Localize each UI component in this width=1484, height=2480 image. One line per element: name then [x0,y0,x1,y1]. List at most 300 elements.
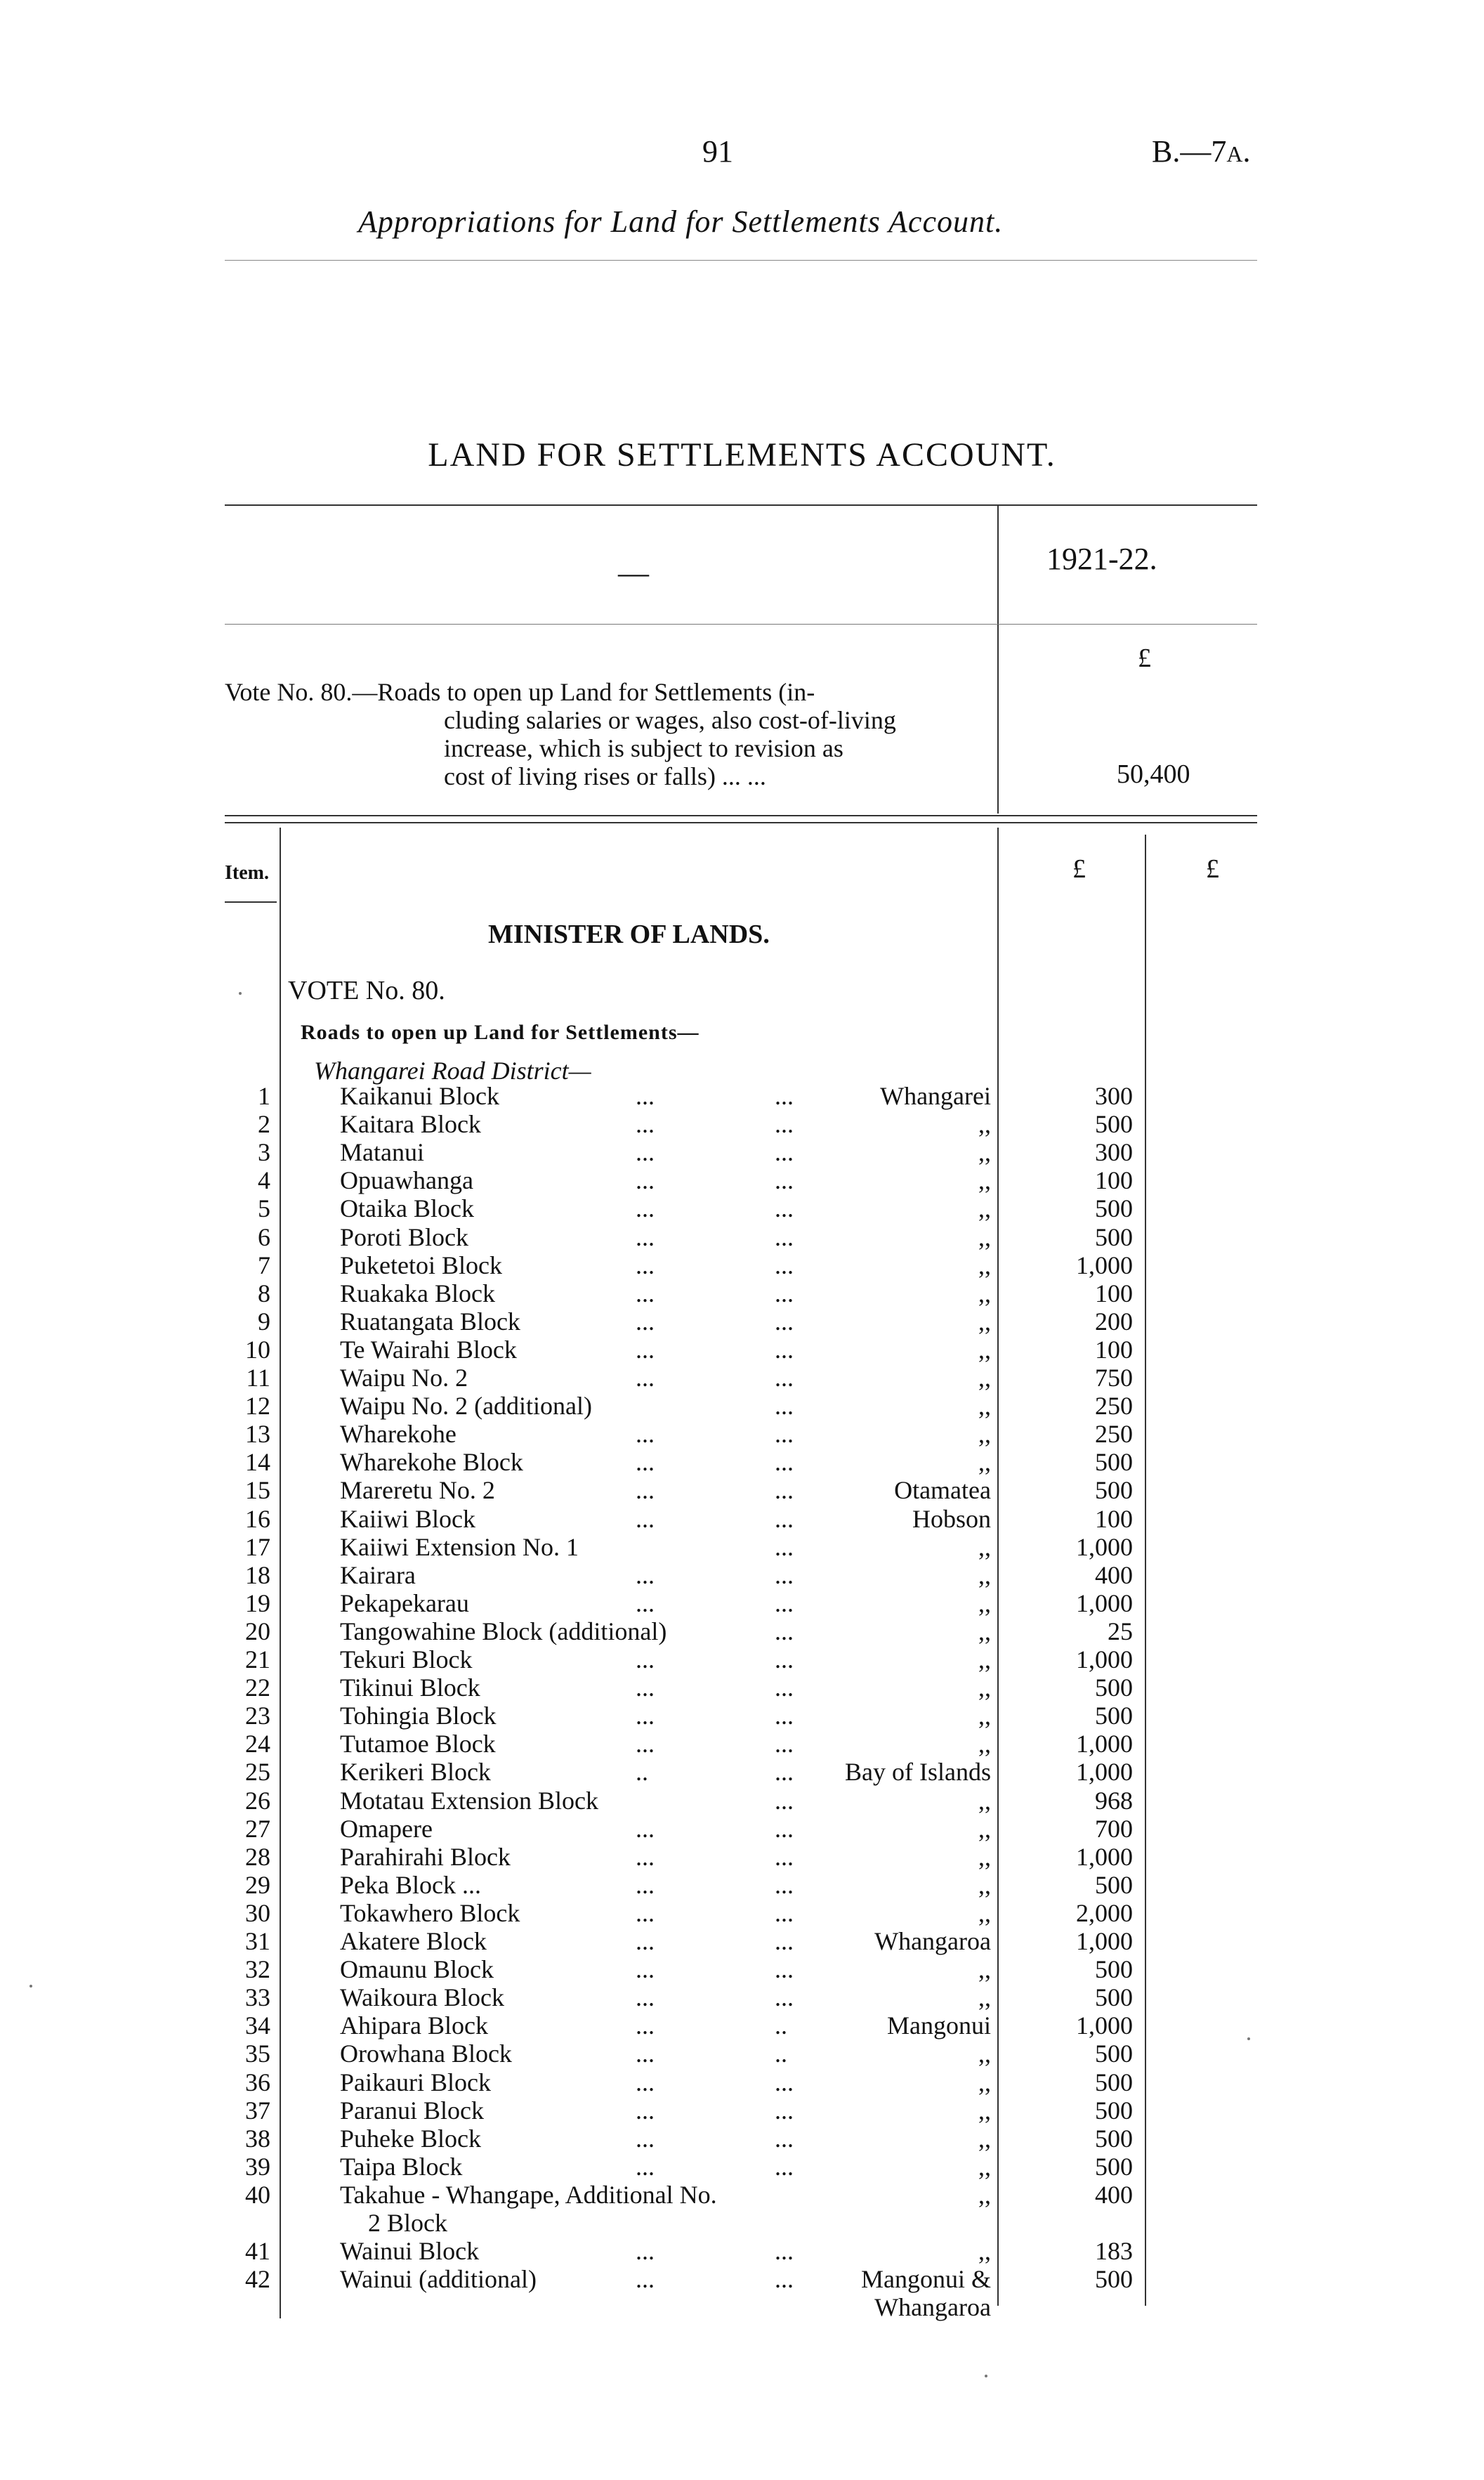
leader-dots: ... [775,1898,794,1927]
amount-value: 500 [1095,1476,1133,1505]
county-name: Mangonui & [861,2265,991,2294]
item-number: 34 [245,2011,270,2040]
item-number: 20 [245,1617,270,1645]
item-number: 22 [245,1673,270,1702]
amount-value: 1,000 [1076,1758,1133,1787]
table-row [0,2096,1484,2125]
table-row [0,1392,1484,1420]
county-name: ,, [978,1420,991,1449]
scan-speck [1247,2037,1250,2040]
amount-value: 968 [1095,1786,1133,1815]
leader-dots: ... [636,1814,655,1843]
leader-dots: ... [636,1166,655,1195]
amount-value: 400 [1095,1560,1133,1589]
block-name: Kerikeri Block [340,1758,491,1787]
leader-dots: ... [775,1786,794,1815]
block-name: Parahirahi Block [340,1842,511,1871]
county-name: ,, [978,1702,991,1730]
item-number: 37 [245,2096,270,2125]
leader-dots: .. [636,1758,648,1787]
block-name: Akatere Block [340,1927,487,1955]
block-name: Peka Block ... [340,1870,481,1899]
leader-dots: ... [775,1476,794,1505]
leader-dots: ... [636,2068,655,2096]
leader-dots: ... [775,1560,794,1589]
amount-value: 100 [1095,1335,1133,1364]
county-name: ,, [978,1138,991,1167]
vote-description-line: increase, which is subject to revision as [444,734,843,762]
leader-dots: ... [636,1251,655,1279]
amount-value: 500 [1095,1194,1133,1223]
block-name: Puheke Block [340,2124,481,2153]
table-row [0,1927,1484,1955]
county-name: ,, [978,1617,991,1645]
county-name: ,, [978,2124,991,2153]
item-number: 1 [258,1082,270,1110]
county-name: ,, [978,1588,991,1617]
block-name: Wainui Block [340,2237,480,2266]
block-name-continued: 2 Block [368,2208,447,2237]
leader-dots: ... [636,1898,655,1927]
leader-dots: ... [636,2124,655,2153]
county-name-continued: Whangaroa [874,2293,991,2322]
block-name: Kaitara Block [340,1110,481,1139]
leader-dots: ... [636,1138,655,1167]
item-number: 21 [245,1645,270,1673]
table-row [0,1899,1484,1927]
amount-value: 300 [1095,1138,1133,1167]
item-number: 25 [245,1758,270,1787]
leader-dots: ... [775,1279,794,1307]
amount-value: 25 [1108,1617,1133,1645]
block-name: Opuawhanga [340,1166,473,1195]
table-row [0,1673,1484,1702]
summary-top-rule [225,504,1257,506]
block-name: Ruakaka Block [340,1279,495,1307]
county-name: Mangonui [887,2011,991,2040]
leader-dots: ... [775,1532,794,1561]
table-row [0,1787,1484,1815]
block-name: Omapere [340,1814,433,1843]
county-name: ,, [978,1786,991,1815]
leader-dots: ... [775,1504,794,1533]
table-row [0,1307,1484,1336]
leader-dots: ... [775,1617,794,1645]
leader-dots: ... [775,1645,794,1673]
leader-dots: ... [775,1955,794,1984]
leader-dots: ... [636,1335,655,1364]
leader-dots: ... [636,1082,655,1110]
leader-dots: ... [775,1222,794,1251]
block-name: Takahue - Whangape, Additional No. [340,2180,717,2209]
leader-dots: ... [775,2124,794,2153]
item-number: 19 [245,1588,270,1617]
county-name: ,, [978,1673,991,1702]
leader-dots: ... [636,1307,655,1336]
block-name: Te Wairahi Block [340,1335,517,1364]
block-name: Paikauri Block [340,2068,491,2096]
table-row [0,1702,1484,1730]
table-row [0,1336,1484,1364]
block-name: Waipu No. 2 (additional) [340,1392,593,1421]
section-heading-minister: MINISTER OF LANDS. [488,920,770,949]
block-name: Tikinui Block [340,1673,480,1702]
table-row [0,1561,1484,1589]
item-number: 30 [245,1898,270,1927]
item-number: 18 [245,1560,270,1589]
item-number: 6 [258,1222,270,1251]
table-row [0,1279,1484,1307]
county-name: ,, [978,1532,991,1561]
leader-dots: ... [636,2152,655,2181]
table-row [0,2040,1484,2068]
table-row [0,2011,1484,2040]
item-number: 8 [258,1279,270,1307]
leader-dots: ... [636,1645,655,1673]
block-name: Pekapekarau [340,1588,469,1617]
item-number: 11 [246,1364,270,1392]
block-name: Taipa Block [340,2152,463,2181]
total-column-currency: £ [1206,854,1219,884]
leader-dots: ... [775,1870,794,1899]
leader-dots: ... [636,1955,655,1984]
item-number: 38 [245,2124,270,2153]
block-name: Ahipara Block [340,2011,488,2040]
leader-dots: ... [775,1364,794,1392]
county-name: ,, [978,1898,991,1927]
document-reference-suffix: A [1226,141,1243,167]
leader-dots: ... [636,1364,655,1392]
item-number: 16 [245,1504,270,1533]
leader-dots: ... [636,1673,655,1702]
leader-dots: ... [775,1082,794,1110]
item-number: 15 [245,1476,270,1505]
leader-dots: ... [775,2237,794,2266]
leader-dots: ... [775,1673,794,1702]
amount-column-currency: £ [1072,854,1086,884]
vote-description-line: cluding salaries or wages, also cost-of-living [444,706,896,734]
county-name: ,, [978,1307,991,1336]
scan-speck [29,1985,32,1988]
amount-value: 500 [1095,2068,1133,2096]
amount-value: 400 [1095,2180,1133,2209]
amount-value: 183 [1095,2237,1133,2266]
vote-description [225,678,997,790]
block-name: Wainui (additional) [340,2265,537,2294]
county-name: ,, [978,2152,991,2181]
block-name: Kairara [340,1560,416,1589]
table-row [0,1082,1484,1110]
document-reference-main: B.—7 [1152,134,1227,169]
table-row [0,1476,1484,1504]
leader-dots: ... [636,1279,655,1307]
leader-dots: ... [775,1420,794,1449]
amount-value: 200 [1095,1307,1133,1336]
table-row [0,1955,1484,1983]
leader-dots: .. [775,2011,787,2040]
vote-description-line: cost of living rises or falls) ... ... [444,762,766,790]
table-row [0,1364,1484,1392]
county-name: Hobson [912,1504,991,1533]
item-number: 42 [245,2265,270,2294]
block-name: Kaiiwi Block [340,1504,475,1533]
amount-value: 250 [1095,1392,1133,1421]
amount-value: 500 [1095,1222,1133,1251]
amount-value: 500 [1095,2040,1133,2068]
block-name: Kaiiwi Extension No. 1 [340,1532,579,1561]
table-row [0,1533,1484,1561]
item-number: 5 [258,1194,270,1223]
county-name: ,, [978,1392,991,1421]
table-row [0,1166,1484,1194]
amount-value: 1,000 [1076,1842,1133,1871]
leader-dots: ... [636,2265,655,2294]
item-number: 23 [245,1702,270,1730]
amount-value: 500 [1095,2265,1133,2294]
county-name: Otamatea [894,1476,991,1505]
county-name: ,, [978,1955,991,1984]
table-row [0,1617,1484,1645]
summary-bottom-rule-double [225,822,1257,823]
leader-dots: ... [636,2011,655,2040]
summary-head-dash: — [618,556,649,590]
block-name: Omaunu Block [340,1955,494,1984]
block-name: Motatau Extension Block [340,1786,598,1815]
leader-dots: ... [636,1702,655,1730]
amount-value: 100 [1095,1504,1133,1533]
table-row [0,2265,1484,2322]
table-row [0,1730,1484,1758]
amount-value: 2,000 [1076,1898,1133,1927]
table-row [0,1223,1484,1251]
block-name: Poroti Block [340,1222,469,1251]
leader-dots: ... [775,2152,794,2181]
header-rule [225,260,1257,261]
scan-speck [985,2375,987,2377]
amount-value: 700 [1095,1814,1133,1843]
leader-dots: ... [775,1110,794,1139]
county-name: ,, [978,1983,991,2012]
county-name: ,, [978,2237,991,2266]
amount-value: 500 [1095,1673,1133,1702]
item-number: 33 [245,1983,270,2012]
amount-value: 500 [1095,1702,1133,1730]
table-row [0,2153,1484,2181]
table-row [0,1645,1484,1673]
leader-dots: ... [636,1110,655,1139]
leader-dots: ... [636,1588,655,1617]
summary-head-rule [225,624,1257,625]
amount-value: 500 [1095,2124,1133,2153]
amount-value: 500 [1095,2096,1133,2125]
item-number: 39 [245,2152,270,2181]
leader-dots: ... [636,2096,655,2125]
table-row [0,1758,1484,1786]
table-row [0,1871,1484,1899]
leader-dots: ... [636,2237,655,2266]
county-name: ,, [978,1364,991,1392]
table-row [0,2237,1484,2265]
leader-dots: ... [775,1814,794,1843]
leader-dots: ... [636,1560,655,1589]
block-name: Otaika Block [340,1194,474,1223]
item-number: 10 [245,1335,270,1364]
county-name: ,, [978,1730,991,1758]
county-name: ,, [978,2040,991,2068]
item-number: 35 [245,2040,270,2068]
leader-dots: ... [775,1307,794,1336]
leader-dots: ... [775,1927,794,1955]
block-name: Tohingia Block [340,1702,497,1730]
item-number: 29 [245,1870,270,1899]
leader-dots: ... [775,1251,794,1279]
amount-value: 500 [1095,1110,1133,1139]
amount-value: 1,000 [1076,1532,1133,1561]
amount-value: 750 [1095,1364,1133,1392]
item-number: 2 [258,1110,270,1139]
leader-dots: ... [636,1730,655,1758]
table-row [0,1815,1484,1843]
amount-value: 1,000 [1076,1645,1133,1673]
item-number: 40 [245,2180,270,2209]
table-row [0,1589,1484,1617]
county-name: ,, [978,2096,991,2125]
item-number: 13 [245,1420,270,1449]
county-name: ,, [978,1870,991,1899]
county-name: ,, [978,2068,991,2096]
table-row [0,2180,1484,2237]
block-name: Waikoura Block [340,1983,505,2012]
leader-dots: ... [775,1758,794,1787]
block-name: Waipu No. 2 [340,1364,468,1392]
item-number: 36 [245,2068,270,2096]
item-number: 26 [245,1786,270,1815]
table-row [0,1448,1484,1476]
county-name: ,, [978,1279,991,1307]
block-name: Tangowahine Block (additional) [340,1617,667,1645]
leader-dots: ... [775,1983,794,2012]
item-number: 17 [245,1532,270,1561]
leader-dots: ... [775,1842,794,1871]
leader-dots: ... [636,2040,655,2068]
item-number: 24 [245,1730,270,1758]
amount-value: 250 [1095,1420,1133,1449]
leader-dots: ... [636,1870,655,1899]
table-row [0,1194,1484,1222]
page-number: 91 [702,134,733,169]
block-name: Wharekohe Block [340,1448,523,1477]
item-number: 41 [245,2237,270,2266]
item-column-header: Item. [225,862,269,884]
table-row [0,1420,1484,1448]
item-number: 28 [245,1842,270,1871]
county-name: ,, [978,1110,991,1139]
document-reference: B.—7A. [1152,134,1251,169]
block-name: Mareretu No. 2 [340,1476,495,1505]
county-name: ,, [978,1560,991,1589]
block-name: Tokawhero Block [340,1898,520,1927]
block-name: Paranui Block [340,2096,484,2125]
block-name: Tekuri Block [340,1645,473,1673]
county-name: Whangaroa [874,1927,991,1955]
block-name: Wharekohe [340,1420,457,1449]
amount-value: 500 [1095,2152,1133,2181]
leader-dots: ... [636,1222,655,1251]
county-name: ,, [978,1645,991,1673]
leader-dots: ... [775,1392,794,1421]
block-name: Orowhana Block [340,2040,512,2068]
item-number: 12 [245,1392,270,1421]
item-number: 9 [258,1307,270,1336]
scan-speck [239,992,242,995]
amount-value: 500 [1095,1448,1133,1477]
leader-dots: ... [636,1927,655,1955]
roads-heading: Roads to open up Land for Settlements— [301,1021,700,1044]
leader-dots: ... [775,2096,794,2125]
amount-value: 1,000 [1076,1251,1133,1279]
leader-dots: .. [775,2040,787,2068]
leader-dots: ... [636,1476,655,1505]
block-name: Ruatangata Block [340,1307,520,1336]
leader-dots: ... [636,1842,655,1871]
table-row [0,1138,1484,1166]
leader-dots: ... [775,1702,794,1730]
county-name: Bay of Islands [845,1758,991,1787]
county-name: ,, [978,2180,991,2209]
county-name: ,, [978,1814,991,1843]
county-name: ,, [978,1335,991,1364]
leader-dots: ... [775,1730,794,1758]
table-row [0,2068,1484,2096]
amount-value: 500 [1095,1870,1133,1899]
vote-number-heading: VOTE No. 80. [288,976,445,1005]
table-row [0,1983,1484,2011]
leader-dots: ... [636,1504,655,1533]
block-name: Matanui [340,1138,424,1167]
county-name: ,, [978,1448,991,1477]
amount-value: 100 [1095,1279,1133,1307]
county-name: ,, [978,1166,991,1195]
running-subtitle: Appropriations for Land for Settlements Account. [358,204,1004,239]
table-row [0,1843,1484,1871]
amount-value: 100 [1095,1166,1133,1195]
leader-dots: ... [775,1166,794,1195]
county-name: ,, [978,1251,991,1279]
county-name: ,, [978,1222,991,1251]
amount-value: 300 [1095,1082,1133,1110]
leader-dots: ... [775,1335,794,1364]
vote-amount: 50,400 [1117,759,1190,789]
table-row [0,1251,1484,1279]
leader-dots: ... [775,2068,794,2096]
block-name: Puketetoi Block [340,1251,502,1279]
amount-value: 1,000 [1076,2011,1133,2040]
table-row [0,1505,1484,1533]
leader-dots: ... [636,1194,655,1223]
leader-dots: ... [775,1588,794,1617]
leader-dots: ... [775,1194,794,1223]
road-district-heading: Whangarei Road District— [314,1057,591,1085]
amount-value: 1,000 [1076,1588,1133,1617]
leader-dots: ... [636,1983,655,2012]
summary-bottom-rule [225,815,1257,816]
item-number: 14 [245,1448,270,1477]
county-name: ,, [978,1842,991,1871]
item-number: 4 [258,1166,270,1195]
page-title: LAND FOR SETTLEMENTS ACCOUNT. [428,436,1056,474]
leader-dots: ... [775,1448,794,1477]
item-header-rule [225,901,277,903]
